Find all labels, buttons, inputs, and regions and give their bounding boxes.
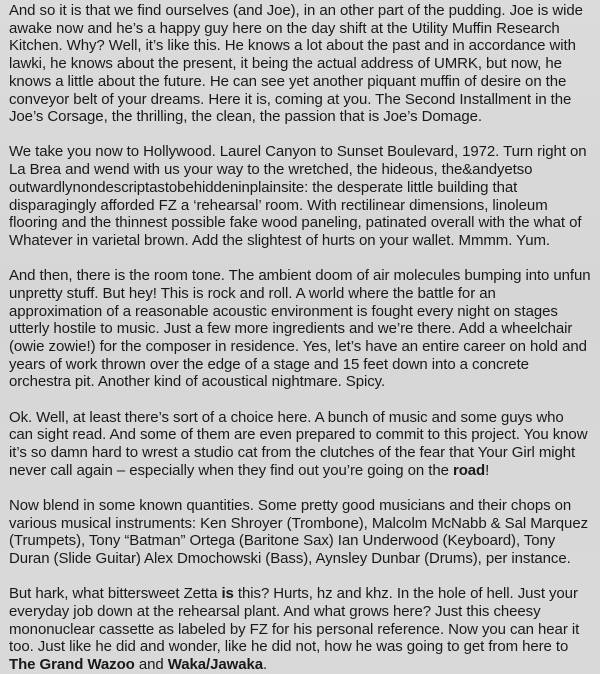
paragraph-6-and: and: [134, 656, 168, 673]
album-title-grand-wazoo: The Grand Wazoo: [9, 656, 135, 673]
paragraph-5: Now blend in some known quantities. Some pretty good musicians and their chops on various musical instruments: Ken Shroyer (Trombone), Malcolm McNabb & Sal Marquez (Trumpets), Tony “Batman” Ortega (Baritone Sax) Ian Underwood (Keyboard), Tony Duran (Slide Guitar) Alex Dmochowski (Bass), Aynsley Dunbar (Drums), per instance.: [9, 496, 589, 567]
paragraph-6-middle: this? Hurts, hz and khz. In the hole of hell. Just your everyday job down at the rehearsal plant. And what grows here? Just this cheesy mononuclear cassette as labeled by FZ for his personal reference. Now you can hear it too. Just like he did and wonder, like he did not, how he was going to get from here to: [9, 585, 580, 656]
paragraph-4-end: !: [485, 461, 490, 479]
paragraph-6: [9, 585, 591, 674]
album-title-waka-jawaka: Waka/Jawaka: [167, 656, 264, 673]
bold-word-is: is: [221, 585, 234, 603]
paragraph-2: We take you now to Hollywood. Laurel Canyon to Sunset Boulevard, 1972. Turn right on La Brea and wend with us your way to the wretched, the hideous, the&andyetso outwardlynondescriptastobehiddeninplainsite: the desperate little building that disparagingly afforded FZ a ‘rehearsal’ room. With rectilinear dimensions, linoleum flooring and the thinnest possible fake wood paneling, patinated overall with the what of Whatever in varietal brown. Add the slightest of hurts on your wallet. Mmmm. Yum.: [9, 143, 587, 249]
paragraph-6-end: .: [263, 656, 268, 673]
paragraph-1: And so it is that we find ourselves (and Joe), in an other part of the pudding. Joe is wide awake now and he’s a happy guy here on the day shift at the Utility Muffin Research Kitchen. Why? Well, it’s like this. He knows a lot about the past and in accordance with lawki, he knows about the present, it being the actual address of UMRK, but now, he knows a little about the future. He can see yet another piquant muffin of desire on the conveyor belt of your dreams. Here it is, coming at you. The Second Installment in the Joe’s Corsage, the thrilling, the clean, the passion that is Joe’s Domage.: [9, 2, 583, 126]
paragraph-6-start: But hark, what bittersweet Zetta: [9, 585, 222, 603]
paragraph-4-text: Ok. Well, at least there’s sort of a choice here. A bunch of music and some guys who can sight read. And some of them are even prepared to commit to this project. You know it’s so damn hard to wrest a studio cat from the clutches of the fear that Your Girl might never call again – especially when they find out you’re going on the: [9, 408, 588, 479]
paragraph-3: And then, there is the room tone. The ambient doom of air molecules bumping into unfun unpretty stuff. But hey! This is rock and roll. A world where the battle for an approximation of a reasonable acoustic environment is fought every night on stages utterly hostile to music. Just a few more ingredients and we’re there. Add a wheelchair (owie zowie!) for the composer in residence. Yes, let’s have an entire career on hold and years of work thrown over the edge of a stage and 15 feet down into a concrete orchestra pit. Another kind of acoustical nightmare. Spicy.: [9, 267, 591, 391]
paragraph-4: [9, 409, 591, 480]
bold-word-road: road: [452, 461, 486, 479]
